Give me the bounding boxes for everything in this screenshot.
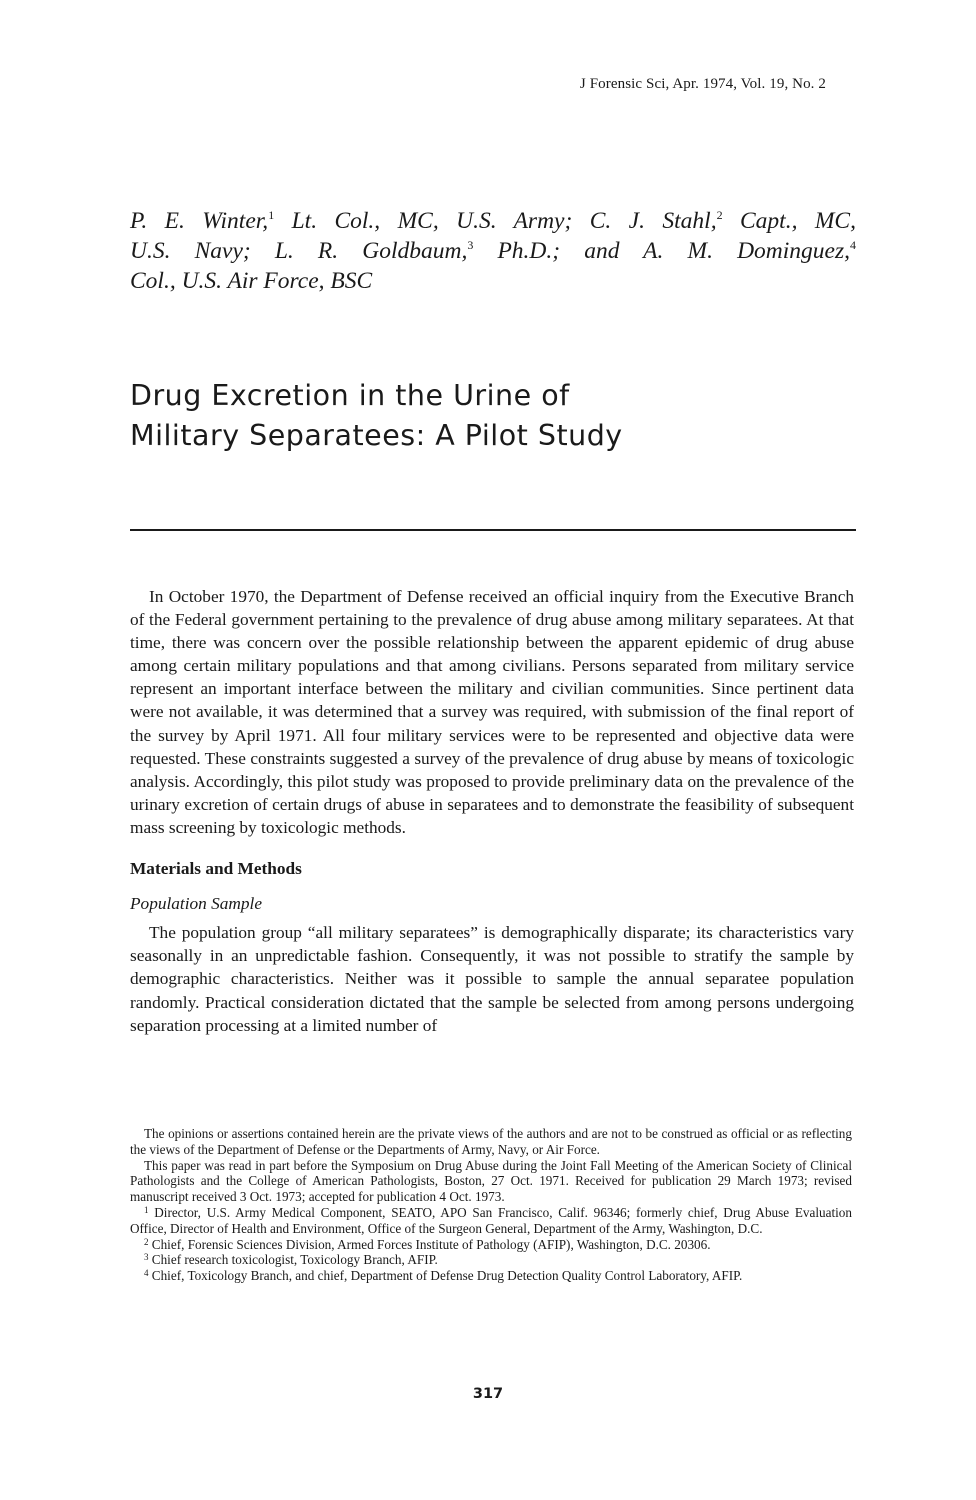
footnote-3	[130, 1252, 852, 1268]
footnote-text: Chief, Toxicology Branch, and chief, Department of Defense Drug Detection Quality Control Laboratory, AFIP.	[151, 1268, 743, 1284]
author-line-3: Col., U.S. Air Force, BSC	[130, 268, 373, 294]
footnote-marker: 1	[144, 1204, 149, 1215]
footnote-2	[130, 1237, 852, 1253]
author-text: Lt. Col., MC, U.S. Army; C. J. Stahl,	[274, 208, 717, 234]
intro-paragraph: In October 1970, the Department of Defense received an official inquiry from the Executive Branch of the Federal government pertaining to the prevalence of drug abuse among military separatees. At that time, there was concern over the possible relationship between the apparent epidemic of drug abuse among certain military populations and that among civilians. Persons separated from military service represent an important interface between the military and civilian communities. Since pertinent data were not available, it was determined that a survey was required, with submission of the final report of the survey by April 1971. All four military services were to be represented and objective data were requested. These constraints suggested a survey of the prevalence of drug abuse by means of toxicologic analysis. Accordingly, this pilot study was proposed to provide preliminary data on the prevalence of the urinary excretion of certain drugs of abuse in separatees and to demonstrate the feasibility of subsequent mass screening by toxicologic methods.	[130, 587, 854, 837]
footnote-marker: 3	[467, 238, 474, 252]
journal-citation: J Forensic Sci, Apr. 1974, Vol. 19, No. 2	[579, 76, 826, 92]
section-heading: Materials and Methods	[130, 859, 302, 879]
footnote-4	[130, 1268, 852, 1284]
footnote-1	[130, 1205, 852, 1237]
article-title	[130, 376, 856, 456]
author-text: U.S. Navy; L. R. Goldbaum,	[130, 238, 468, 264]
population-paragraph: The population group “all military separatees” is demographically disparate; its characteristics vary seasonally in an unpredictable fashion. Consequently, it was not possible to stratify the sample by demographic characteristics. Neither was it possible to sample the annual separatee population randomly. Practical consideration dictated that the sample be selected from among persons undergoing separation processing at a limited number of	[130, 923, 854, 1035]
footnote-marker: 4	[144, 1268, 149, 1279]
footnote-marker: 1	[268, 208, 275, 222]
author-text: Ph.D.; and A. M. Dominguez,	[473, 238, 850, 264]
author-line-2	[130, 236, 856, 266]
footnote-marker: 2	[144, 1236, 149, 1247]
article-body	[130, 585, 854, 1037]
page-number: 317	[472, 1386, 504, 1402]
title-divider	[130, 529, 856, 531]
footnote-marker: 4	[850, 238, 856, 252]
footnote-presentation: This paper was read in part before the Symposium on Drug Abuse during the Joint Fall Meeting of the American Society of Clinical Pathologists and the College of American Pathologists, Boston, 27 Oct. 1971. Received for publication 29 March 1973; revised manuscript received 3 Oct. 1973; accepted for publication 4 Oct. 1973.	[130, 1157, 852, 1205]
subsection-heading: Population Sample	[130, 894, 262, 914]
footnote-disclaimer: The opinions or assertions contained herein are the private views of the authors and are not to be construed as official or as reflecting the views of the Department of Defense or the Departments of Army, Navy, or Air Force.	[130, 1126, 852, 1157]
footnote-text: Chief, Forensic Sciences Division, Armed Forces Institute of Pathology (AFIP), Washington, D.C. 20306.	[151, 1236, 711, 1252]
footnotes	[130, 1126, 852, 1284]
author-text: P. E. Winter,	[130, 208, 269, 234]
title-line-2: Military Separatees: A Pilot Study	[130, 419, 623, 452]
footnote-text: Director, U.S. Army Medical Component, SEATO, APO San Francisco, Calif. 96346; formerly chief, Drug Abuse Evaluation Office, Director of Health and Environment, Office of the Surgeon General, Department of the Army, Washington, D.C.	[130, 1204, 852, 1236]
footnote-marker: 2	[716, 208, 723, 222]
title-line-1: Drug Excretion in the Urine of	[130, 379, 570, 412]
author-line-1	[130, 206, 856, 236]
footnote-marker: 3	[144, 1252, 149, 1263]
author-text: Capt., MC,	[722, 208, 856, 234]
author-list	[130, 206, 856, 296]
footnote-text: Chief research toxicologist, Toxicology Branch, AFIP.	[151, 1252, 438, 1268]
